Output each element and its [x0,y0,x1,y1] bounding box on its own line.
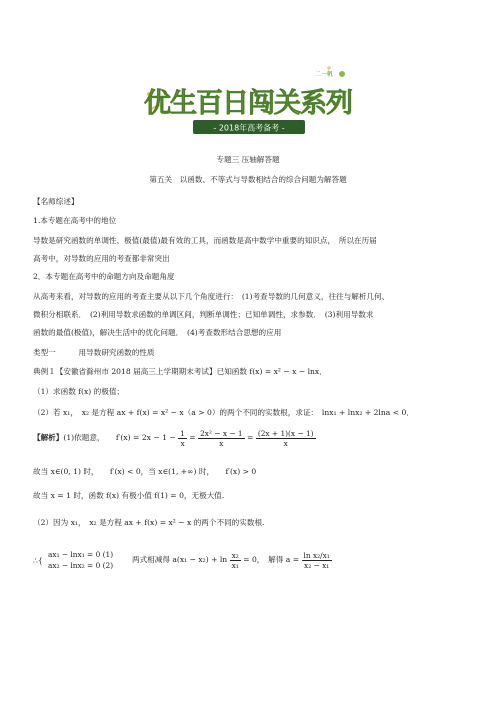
banner-tag: 二一帆 [315,71,334,78]
extremum-line: 故当 x = 1 时，函数 f(x) 有极小值 f(1) = 0，无极大值. [33,491,225,500]
topic-heading: 专题三 压轴解答题 [216,155,280,164]
equals-sign: = [189,433,196,442]
para-1-line-1: 导数是研究函数的单调性、极值(最值)最有效的工具，而函数是高中数学中重要的知识点， 所以在历届 [33,236,377,245]
equation-2: ax₂ − lnx₂ = 0 (2) [48,561,114,570]
therefore-brace: ∴{ [33,556,43,565]
fraction-a-solution: $\frac{\text{ln x₂/x₁}}{\text{x₂ − x₁}}$ [303,550,330,570]
equation-system [48,549,113,571]
question-1: （1）求函数 f(x) 的极值； [33,387,125,396]
item-1: 1.本专题在高考中的地位 [33,216,117,225]
monotonic-line: 故当 x∈(0, 1) 时， f′(x) < 0，当 x∈(1, +∞) 时， f′(x) > 0 [33,467,257,476]
question-2: （2）若 x₁， x₂ 是方程 ax + f(x) = x² − x（a > 0）的两个不同的实数根，求证： lnx₁ + lnx₂ + 2lna < 0． [33,408,414,417]
banner-subtitle: - 2018年高考备考 - [213,123,285,133]
fraction-x2-over-x1: $\frac{\text{x₂}}{\text{x₁}}$ [231,550,239,570]
para-2-line-1: 从高考来看，对导数的应用的考查主要从以下几个角度进行： (1)考查导数的几何意义，往往与解析几何、 [33,292,390,301]
example-1: 典例１【安徽省滁州市 2018 届高三上学期期末考试】已知函数 f(x) = x² − x − lnx． [33,367,327,376]
para-2-line-3: 函数的最值(极值)，解决生活中的优化问题． (4)考查数形结合思想的应用 [33,328,282,337]
fraction-quadratic: $\frac{\text{2x² − x − 1}}{x}$ [200,428,243,448]
subtract-line [132,550,332,570]
banner-title: 优生百日闯关系列 [144,88,352,119]
part-2-line: （2）因为 x₁， x₂ 是方程 ax + f(x) = x² − x 的两个不同的实数根. [33,518,265,527]
solve-text: = 0， 解得 a = [243,555,300,564]
fraction-factored: $\frac{(2x + 1)(x - 1)}{x}$ [257,428,314,448]
overview-title: 【名师综述】 [33,197,79,206]
equation-1: ax₁ − lnx₁ = 0 (1) [48,550,114,559]
para-2-line-2: 微积分相联系． (2)利用导数求函数的单调区间，判断单调性；已知单调性，求参数． (3)利用导数求 [33,310,374,319]
solution-line-1 [33,428,316,448]
section-heading: 第五关 以函数、不等式与导数相结合的综合问题为解答题 [149,175,347,184]
type-heading: 类型一 用导数研究函数的性质 [33,348,155,357]
para-1-line-2: 高考中，对导数的应用的考查都非常突出 [33,254,170,263]
solution-derivative: (1)依题意， f′(x) = 2x − 1 − [63,433,176,442]
equals-sign-2: = [247,433,254,442]
solution-label: 【解析】 [33,433,64,442]
item-2: 2．本专题在高考中的命题方向及命题角度 [33,272,175,281]
subtract-text: 两式相减得 a(x₁ − x₂) + ln [132,555,228,564]
fraction-1-over-x: $\frac{1}{x}$ [180,428,185,448]
banner-graphic [137,64,359,142]
